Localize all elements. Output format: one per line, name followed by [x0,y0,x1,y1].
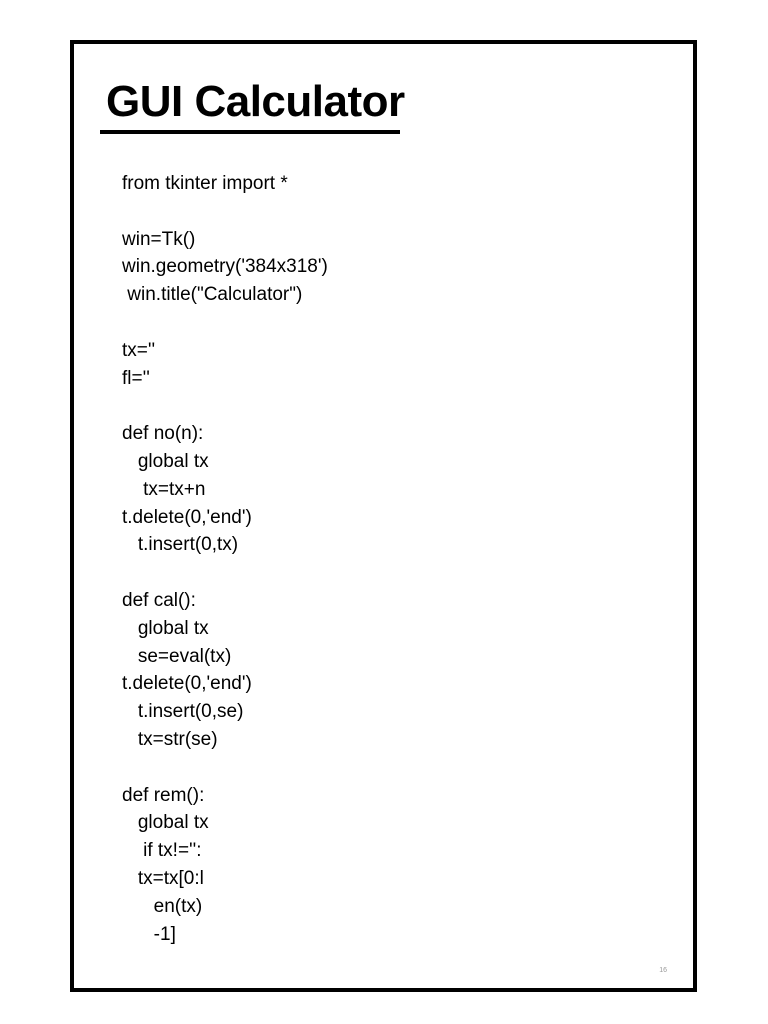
code-line: tx=str(se) [122,728,218,750]
code-line: en(tx) [122,895,203,917]
code-line: fl='' [122,367,150,389]
code-line: t.insert(0,tx) [122,534,239,556]
code-line: win=Tk() [122,228,196,250]
code-line: tx=tx+n [122,478,206,500]
code-line: def rem(): [122,784,205,806]
code-line [122,392,662,420]
code-line: from tkinter import * [122,173,288,194]
code-line: global tx [122,812,209,834]
title-underline [100,130,400,134]
code-line: def cal(): [122,589,196,611]
code-line: t.insert(0,se) [122,701,244,723]
slide-title: GUI Calculator [106,77,405,126]
slide-frame [70,40,697,992]
code-line: global tx [122,617,209,639]
code-line [122,198,662,226]
code-line: win.title("Calculator") [122,284,303,306]
code-line [122,754,662,782]
code-line: if tx!='': [122,840,202,862]
code-line: def no(n): [122,423,204,445]
code-line: t.delete(0,'end') [122,506,252,528]
code-line: global tx [122,450,209,472]
code-block [122,170,662,948]
code-line: win.geometry('384x318') [122,256,328,278]
code-line: tx='' [122,339,156,361]
code-line: tx=tx[0:l [122,867,204,889]
page-number: 16 [659,967,667,974]
code-line: se=eval(tx) [122,645,232,667]
code-line: -1] [122,923,176,945]
code-line [122,559,662,587]
code-line: t.delete(0,'end') [122,673,252,695]
code-line [122,309,662,337]
